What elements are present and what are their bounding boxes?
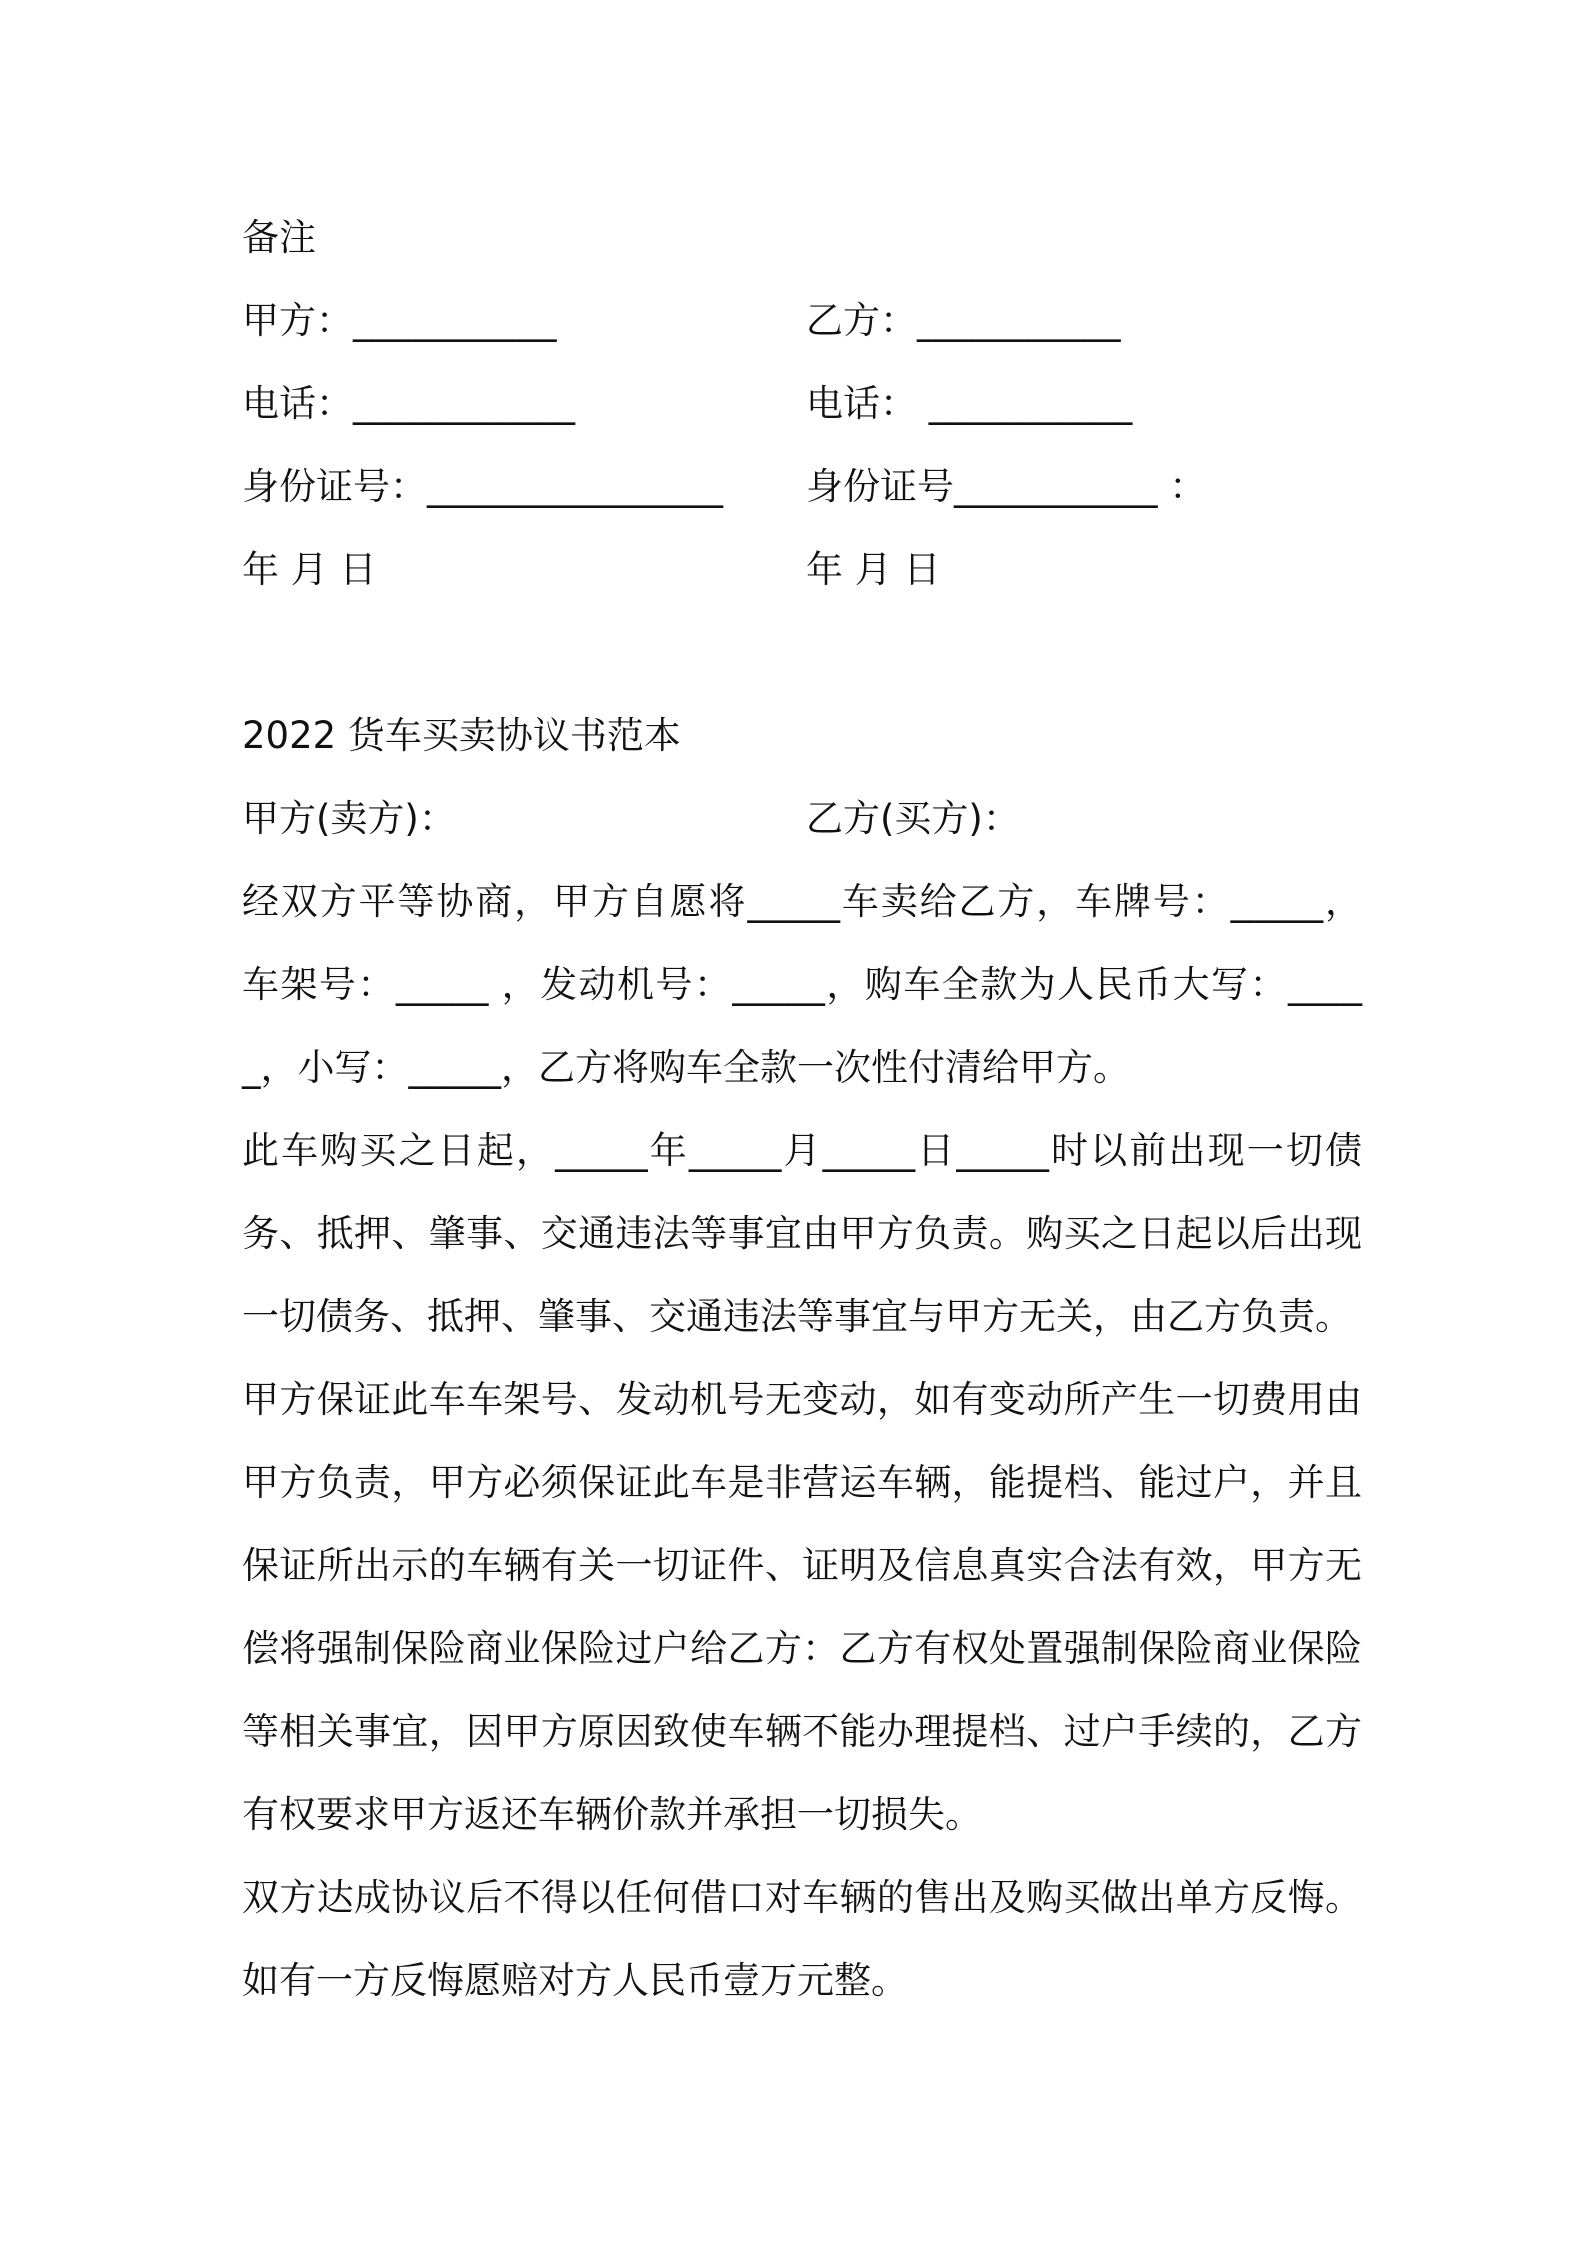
party-a-id: 身份证号：________________ [242,465,723,508]
party-b-id: 身份证号___________ ： [806,465,1207,508]
remarks-label: 备注 [242,216,316,259]
signature-row-phone [242,362,1362,445]
party-a-signature: 甲方：___________ [242,299,557,342]
contract-title: 2022 货车买卖协议书范本 [242,714,681,757]
contract-parties-row [242,777,1362,860]
party-b-date: 年 月 日 [806,548,941,591]
section-gap [242,611,1362,694]
party-a-phone: 电话：____________ [242,382,575,425]
contract-paragraph-penalty: 双方达成协议后不得以任何借口对车辆的售出及购买做出单方反悔。如有一方反悔愿赔对方人民币壹万元整。 [242,1876,1362,2002]
party-b-phone: 电话： ___________ [806,382,1133,425]
buyer-label: 乙方(买方)： [806,797,1020,840]
signature-row-date [242,528,1362,611]
document-content [242,196,1362,2022]
contract-paragraph-guarantee: 甲方保证此车车架号、发动机号无变动，如有变动所产生一切费用由甲方负责，甲方必须保证此车是非营运车辆，能提档、能过户，并且保证所出示的车辆有关一切证件、证明及信息真实合法有效，甲方无偿将强制保险商业保险过户给乙方：乙方有权处置强制保险商业保险等相关事宜，因甲方原因致使车辆不能办理提档、过户手续的，乙方有权要求甲方返还车辆价款并承担一切损失。 [242,1378,1362,1836]
contract-paragraph-sale: 经双方平等协商，甲方自愿将_____车卖给乙方，车牌号：_____， 车架号：_____ ，发动机号：_____，购车全款为人民币大写：_____，小写：_____，乙方将购车全款一次性付清给甲方。 [242,880,1362,1089]
party-b-signature: 乙方：___________ [806,299,1121,342]
signature-row-id [242,445,1362,528]
contract-paragraph-liability: 此车购买之日起，_____年_____月_____日_____时以前出现一切债务、抵押、肇事、交通违法等事宜由甲方负责。购买之日起以后出现一切债务、抵押、肇事、交通违法等事宜与甲方无关，由乙方负责。 [242,1129,1362,1338]
party-a-date: 年 月 日 [242,548,377,591]
seller-label: 甲方(卖方)： [242,797,456,840]
signature-row-party [242,279,1362,362]
